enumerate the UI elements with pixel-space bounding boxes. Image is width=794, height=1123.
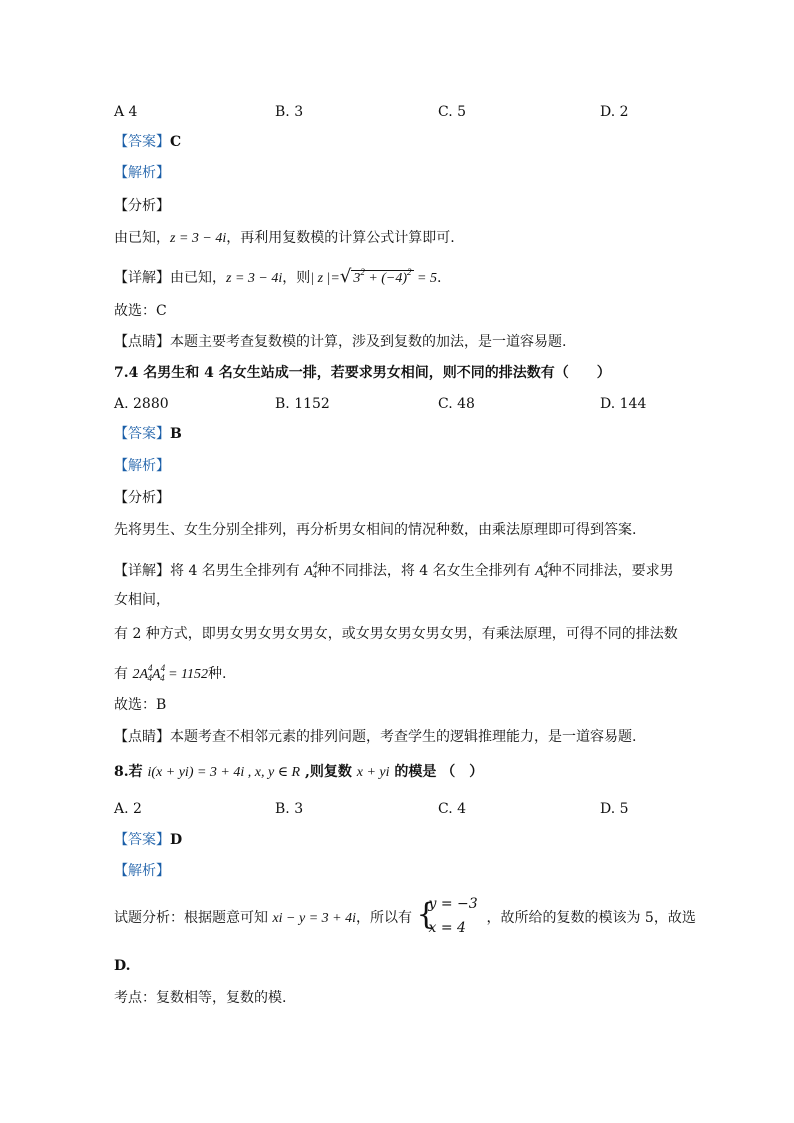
text: 由已知， (114, 230, 170, 246)
sqrt-body (351, 267, 413, 286)
perm-sup: 4 (148, 663, 153, 673)
answer-value: D (170, 832, 183, 848)
q6-answer (114, 132, 181, 152)
perm-symbol (152, 663, 166, 683)
comment-tag: 【点睛】 (114, 729, 170, 745)
comment-text: 本题主要考查复数模的计算，涉及到复数的加法，是一道容易题. (170, 334, 567, 350)
num: 3 (353, 271, 361, 286)
perm-letter: A (139, 667, 149, 682)
perm-sub: 4 (147, 673, 153, 683)
perm-letter: A (304, 564, 313, 579)
q7-comment (114, 727, 636, 747)
answer-value: B (170, 426, 182, 442)
q6-detail (114, 262, 441, 289)
equation-system (416, 898, 486, 938)
text: 8.若 (114, 764, 148, 780)
text: 由已知， (170, 270, 226, 286)
text: 将 4 名男生全排列有 (170, 563, 305, 579)
q6-option-b: B. 3 (275, 104, 304, 120)
math: i(x + yi) = 3 + 4i , x, y ∈ R (147, 765, 301, 780)
text: 试题分析：根据题意可知 (114, 910, 273, 926)
q8-analysis-tag: 【解析】 (114, 863, 170, 879)
q7-stem: 7.4 名男生和 4 名女生站成一排，若要求男女相间，则不同的排法数有（ ） (114, 365, 611, 381)
q7-choose: 故选：B (114, 697, 167, 713)
text: ，故所给的复数的模该为 5，故选 (486, 910, 696, 926)
math: x + yi (356, 765, 390, 780)
sqrt-sign: √ (339, 266, 352, 287)
perm-sub: 4 (543, 570, 548, 580)
perm-letter: A (535, 564, 544, 579)
sys-row: y = −3 (428, 896, 478, 912)
q8-option-a: A. 2 (114, 801, 142, 817)
q7-detail-line1 (114, 555, 674, 585)
text: 有 (114, 666, 133, 682)
perm-sup: 4 (160, 663, 166, 673)
q7-option-d: D. 144 (600, 396, 647, 412)
answer-value: C (170, 134, 182, 150)
q7-detail-line2: 女相间， (114, 592, 170, 608)
q8-analysis-end: D. (114, 958, 131, 974)
q7-analysis-tag: 【解析】 (114, 458, 170, 474)
math: = 5 (413, 271, 437, 286)
q7-detail-line3: 有 2 种方式，即男女男女男女男女，或女男女男女男女男，有乘法原理，可得不同的排法数 (114, 626, 678, 642)
q7-answer (114, 424, 182, 444)
answer-tag: 【答案】 (114, 134, 170, 150)
q6-fenxi-tag: 【分析】 (114, 198, 170, 214)
text: ，再利用复数模的计算公式计算即可. (226, 230, 455, 246)
q8-option-b: B. 3 (275, 801, 304, 817)
q7-fenxi-tag: 【分析】 (114, 490, 170, 506)
q6-analysis-tag: 【解析】 (114, 165, 170, 181)
exp: 2 (360, 267, 365, 277)
brace: { (416, 897, 436, 932)
answer-tag: 【答案】 (114, 832, 170, 848)
q7-option-a: A. 2880 (114, 396, 169, 412)
q7-option-c: C. 48 (438, 396, 475, 412)
text: 的模是 （ ） (389, 764, 484, 780)
exp: 2 (407, 267, 412, 277)
text: ，所以有 (356, 910, 417, 926)
text: 种不同排法，要求男 (547, 563, 674, 579)
text: . (436, 270, 442, 286)
q6-fenxi-text (114, 228, 455, 249)
perm-sup: 4 (543, 560, 549, 570)
perm-symbol (535, 560, 549, 580)
math: z = 3 − 4i (170, 231, 227, 246)
q7-fenxi-text: 先将男生、女生分别全排列，再分析男女相间的情况种数，由乘法原理即可得到答案. (114, 522, 637, 538)
q7-detail-line4 (114, 658, 226, 688)
comment-text: 本题考查不相邻元素的排列问题，考查学生的逻辑推理能力，是一道容易题. (170, 729, 637, 745)
math: | z |= (310, 271, 340, 286)
detail-tag: 【详解】 (114, 563, 170, 579)
q6-option-c: C. 5 (438, 104, 467, 120)
perm-sup: 4 (312, 560, 318, 570)
q8-option-c: C. 4 (438, 801, 467, 817)
text: 种. (208, 666, 227, 682)
perm-sub: 4 (160, 673, 165, 683)
perm-letter: A (152, 667, 161, 682)
math: z = 3 − 4i (226, 271, 283, 286)
detail-tag: 【详解】 (114, 270, 170, 286)
q6-choose: 故选：C (114, 303, 167, 319)
math: xi − y = 3 + 4i (272, 911, 357, 926)
math: 2 (132, 667, 140, 682)
q6-option-a: A 4 (114, 104, 138, 120)
sys-row: x = 4 (428, 920, 466, 936)
perm-symbol (139, 663, 153, 683)
num: + (−4) (364, 271, 408, 286)
text: ，则 (282, 270, 311, 286)
text: 种不同排法，将 4 名女生全排列有 (316, 563, 536, 579)
q6-option-d: D. 2 (600, 104, 629, 120)
text: ,则复数 (300, 764, 357, 780)
q8-answer (114, 830, 182, 850)
perm-symbol (304, 560, 318, 580)
q8-option-d: D. 5 (600, 801, 629, 817)
math: = 1152 (164, 667, 208, 682)
comment-tag: 【点睛】 (114, 334, 170, 350)
q6-comment (114, 332, 566, 352)
q8-stem (114, 762, 483, 783)
q8-analysis (114, 898, 696, 938)
answer-tag: 【答案】 (114, 426, 170, 442)
q7-option-b: B. 1152 (275, 396, 330, 412)
perm-sub: 4 (312, 570, 317, 580)
q8-kaodian: 考点：复数相等，复数的模. (114, 990, 287, 1006)
